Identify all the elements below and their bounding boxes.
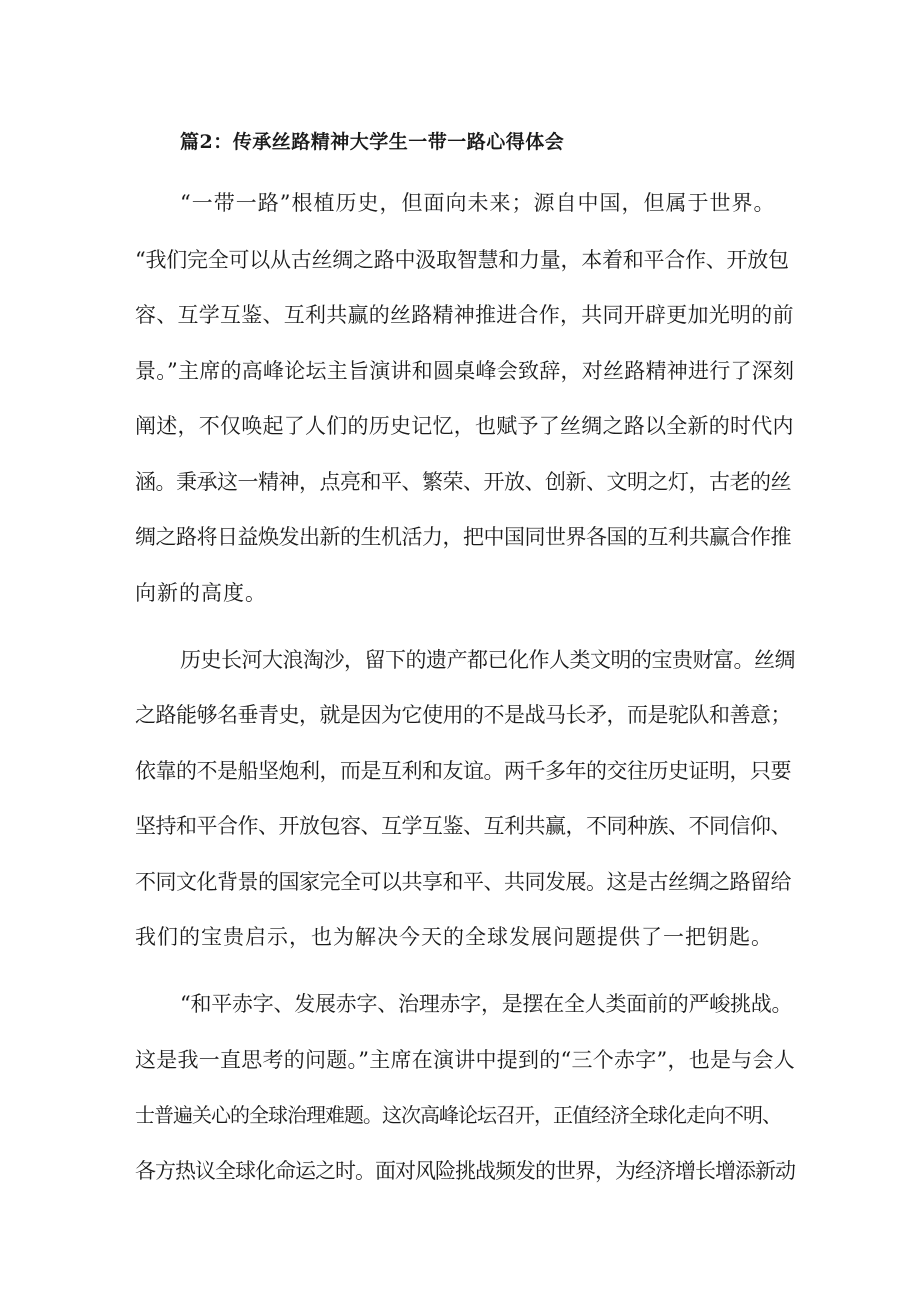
paragraph-line: 这是我一直思考的问题。”主席在演讲中提到的“三个赤字”，也是与会人 <box>135 1048 795 1072</box>
paragraph-line: 历史长河大浪淘沙，留下的遗产都已化作人类文明的宝贵财富。丝绸 <box>180 648 795 672</box>
paragraph-line: 依靠的不是船坚炮利，而是互利和友谊。两千多年的交往历史证明，只要 <box>135 759 791 783</box>
paragraph-line: “我们完全可以从古丝绸之路中汲取智慧和力量，本着和平合作、开放包 <box>135 248 789 272</box>
paragraph-line: 不同文化背景的国家完全可以共享和平、共同发展。这是古丝绸之路留给 <box>135 870 791 894</box>
paragraph-line: 坚持和平合作、开放包容、互学互鉴、互利共赢，不同种族、不同信仰、 <box>135 814 791 838</box>
paragraph-line: “一带一路”根植历史，但面向未来；源自中国，但属于世界。 <box>180 191 776 215</box>
paragraph-line: 我们的宝贵启示，也为解决今天的全球发展问题提供了一把钥匙。 <box>135 925 773 949</box>
paragraph-line: 阐述，不仅唤起了人们的历史记忆，也赋予了丝绸之路以全新的时代内 <box>135 414 794 438</box>
paragraph-line: 涵。秉承这一精神，点亮和平、繁荣、开放、创新、文明之灯，古老的丝 <box>135 470 791 494</box>
paragraph-line: 向新的高度。 <box>135 581 267 605</box>
paragraph-line: “和平赤字、发展赤字、治理赤字，是摆在全人类面前的严峻挑战。 <box>180 992 793 1016</box>
paragraph-line: 之路能够名垂青史，就是因为它使用的不是战马长矛，而是驼队和善意； <box>135 703 791 727</box>
paragraph-line: 士普遍关心的全球治理难题。这次高峰论坛召开，正值经济全球化走向不明、 <box>135 1103 781 1127</box>
paragraph-line: 各方热议全球化命运之时。面对风险挑战频发的世界，为经济增长增添新动 <box>135 1159 795 1183</box>
paragraph-line: 绸之路将日益焕发出新的生机活力，把中国同世界各国的互利共赢合作推 <box>135 525 791 549</box>
document-title: 篇2：传承丝路精神大学生一带一路心得体会 <box>180 131 565 153</box>
paragraph-line: 景。”主席的高峰论坛主旨演讲和圆桌峰会致辞，对丝路精神进行了深刻 <box>135 359 795 383</box>
paragraph-line: 容、互学互鉴、互利共赢的丝路精神推进合作，共同开辟更加光明的前 <box>135 303 794 327</box>
